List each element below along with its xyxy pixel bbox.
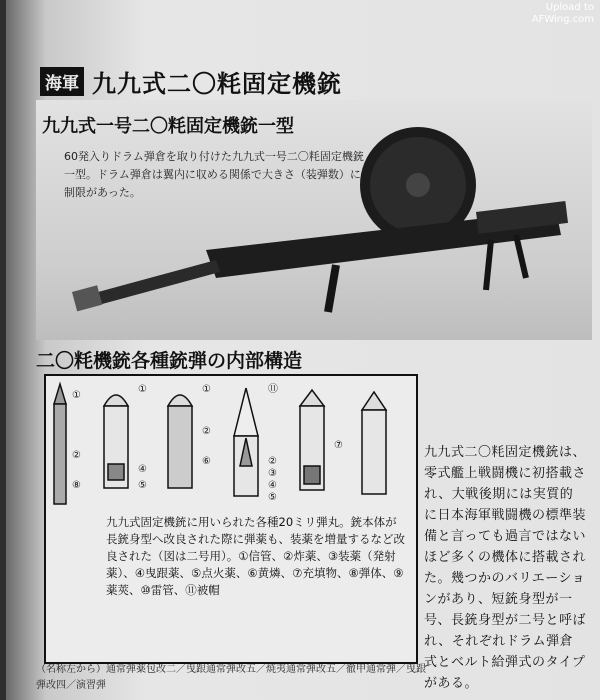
label-7: ⑦ (334, 440, 343, 451)
book-page (6, 0, 600, 700)
label-2: ② (72, 450, 81, 461)
label-8: ⑧ (72, 480, 81, 491)
label-11: ⑪ (268, 384, 278, 395)
round-5 (300, 390, 324, 490)
round-names-legend: （名称左から）通常弾薬包改二／曳跟通常弾改五／焼夷通常弾改五／徹甲通常弾／曳跟弾改四／演習弾 (36, 664, 426, 691)
label-4: ④ (138, 464, 147, 475)
watermark-line-2: AFWing.com (531, 14, 594, 25)
label-5: ⑤ (138, 480, 147, 491)
section-title: 二〇粍機銃各種銃弾の内部構造 (36, 350, 303, 372)
article-header (40, 64, 342, 99)
label-4b: ④ (268, 480, 277, 491)
round-2 (104, 395, 128, 488)
ammo-cutaway-diagram (46, 376, 416, 516)
watermark-line-1: Upload to (545, 2, 594, 13)
label-1b: ① (138, 384, 147, 395)
round-6 (362, 392, 386, 494)
label-2c: ② (268, 456, 277, 467)
photo-subtitle: 九九式一号二〇粍固定機銃一型 (42, 116, 294, 137)
ammo-diagram-box (44, 374, 418, 664)
label-5b: ⑤ (268, 492, 277, 503)
round-1 (54, 384, 66, 504)
label-3: ③ (268, 468, 277, 479)
upload-watermark (532, 2, 594, 26)
round-3 (168, 395, 192, 488)
label-6: ⑥ (202, 456, 211, 467)
diagram-caption: 九九式固定機銃に用いられた各種20ミリ弾丸。銃本体が長銃身型へ改良された際に弾薬も、装薬を増量するなど改良された（図は二号用）。①信管、②炸薬、③装薬（発射薬）、④曳跟薬、⑤点火薬、⑥黄燐、⑦充填物、⑧弾体、⑨薬莢、⑩雷管、⑪被帽 (106, 515, 405, 597)
photo-caption: 60発入りドラム弾倉を取り付けた九九式一号二〇粍固定機銃一型。ドラム弾倉は翼内に収める関係で大きさ（装弾数）に制限があった。 (64, 150, 364, 199)
navy-tag: 海軍 (40, 67, 84, 96)
round-4 (234, 388, 258, 496)
label-1: ① (72, 390, 81, 401)
label-2b: ② (202, 426, 211, 437)
article-body-text: 九九式二〇粍固定機銃は、零式艦上戦闘機に初搭載され、大戦後期には実質的に日本海軍戦闘機の標準装備と言っても過言ではないほど多くの機体に搭載された。幾つかのバリエーションがあり、短銃身型が一号、長銃身型が二号と呼ばれ、それぞれドラム弾倉式とベルト給弾式のタイプがある。 (424, 445, 587, 691)
label-1c: ① (202, 384, 211, 395)
article-title: 九九式二〇粍固定機銃 (92, 70, 342, 98)
